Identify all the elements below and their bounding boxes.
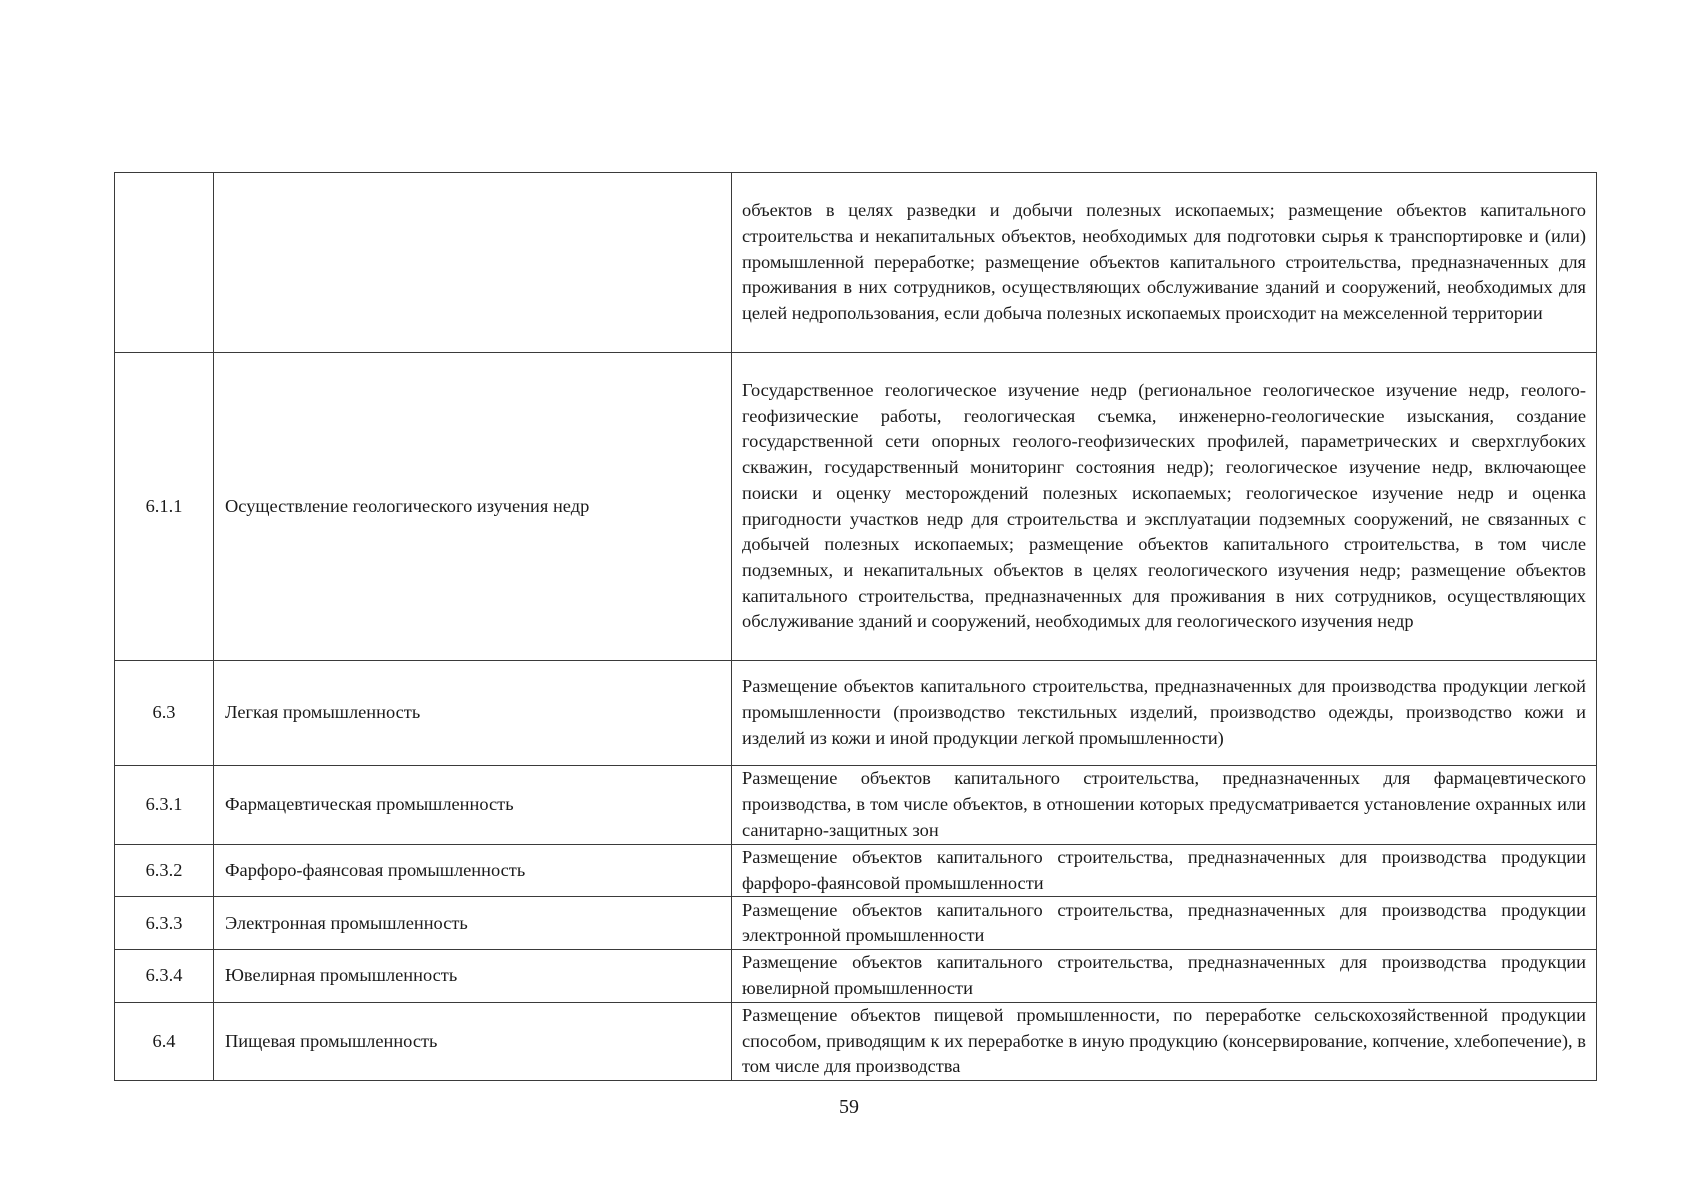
row-description: Размещение объектов капитального строительства, предназначенных для производства продукции электронной промышленности — [732, 897, 1597, 950]
row-description: Размещение объектов капитального строительства, предназначенных для фармацевтического производства, в том числе объектов, в отношении которых предусматривается установление охранных или санитарно-защитных зон — [732, 766, 1597, 845]
row-description: Государственное геологическое изучение недр (региональное геологическое изучение недр, геолого-геофизические работы, геологическая съемка, инженерно-геологические изыскания, создание государственной сети опорных геолого-геофизических профилей, параметрических и сверхглубоких скважин, государственный мониторинг состояния недр); геологическое изучение недр, включающее поиски и оценку месторождений полезных ископаемых; геологическое изучение недр и оценка пригодности участков недр для строительства и эксплуатации подземных сооружений, не связанных с добычей полезных ископаемых; размещение объектов капитального строительства, в том числе подземных, и некапитальных объектов в целях геологического изучения недр; размещение объектов капитального строительства, предназначенных для проживания в них сотрудников, осуществляющих обслуживание зданий и сооружений, необходимых для геологического изучения недр — [732, 353, 1597, 661]
row-name: Легкая промышленность — [214, 661, 732, 766]
row-code: 6.1.1 — [115, 353, 214, 661]
table-row — [115, 353, 1597, 661]
table-row — [115, 845, 1597, 897]
table-row — [115, 897, 1597, 950]
row-code: 6.3.2 — [115, 845, 214, 897]
table-row — [115, 173, 1597, 353]
page-number: 59 — [839, 1096, 859, 1118]
row-name: Электронная промышленность — [214, 897, 732, 950]
row-description: Размещение объектов капитального строительства, предназначенных для производства продукции фарфоро-фаянсовой промышленности — [732, 845, 1597, 897]
row-name: Фармацевтическая промышленность — [214, 766, 732, 845]
row-code: 6.3 — [115, 661, 214, 766]
table-row — [115, 766, 1597, 845]
row-description: Размещение объектов капитального строительства, предназначенных для производства продукции легкой промышленности (производство текстильных изделий, производство одежды, производство кожи и изделий из кожи и иной продукции легкой промышленности) — [732, 661, 1597, 766]
row-description: Размещение объектов пищевой промышленности, по переработке сельскохозяйственной продукции способом, приводящим к их переработке в иную продукцию (консервирование, копчение, хлебопечение), в том числе для производства — [732, 1002, 1597, 1080]
row-code — [115, 173, 214, 353]
row-code: 6.3.1 — [115, 766, 214, 845]
row-name: Ювелирная промышленность — [214, 950, 732, 1002]
row-code: 6.3.4 — [115, 950, 214, 1002]
row-code: 6.3.3 — [115, 897, 214, 950]
row-description: Размещение объектов капитального строительства, предназначенных для производства продукции ювелирной промышленности — [732, 950, 1597, 1002]
row-description: объектов в целях разведки и добычи полезных ископаемых; размещение объектов капитального строительства и некапитальных объектов, необходимых для подготовки сырья к транспортировке и (или) промышленной переработке; размещение объектов капитального строительства, предназначенных для проживания в них сотрудников, осуществляющих обслуживание зданий и сооружений, необходимых для целей недропользования, если добыча полезных ископаемых происходит на межселенной территории — [732, 173, 1597, 353]
land-use-table — [114, 172, 1597, 1081]
row-name: Фарфоро-фаянсовая промышленность — [214, 845, 732, 897]
table-row — [115, 661, 1597, 766]
table-row — [115, 1002, 1597, 1080]
row-name: Осуществление геологического изучения недр — [214, 353, 732, 661]
row-code: 6.4 — [115, 1002, 214, 1080]
table-row — [115, 950, 1597, 1002]
row-name: Пищевая промышленность — [214, 1002, 732, 1080]
row-name — [214, 173, 732, 353]
